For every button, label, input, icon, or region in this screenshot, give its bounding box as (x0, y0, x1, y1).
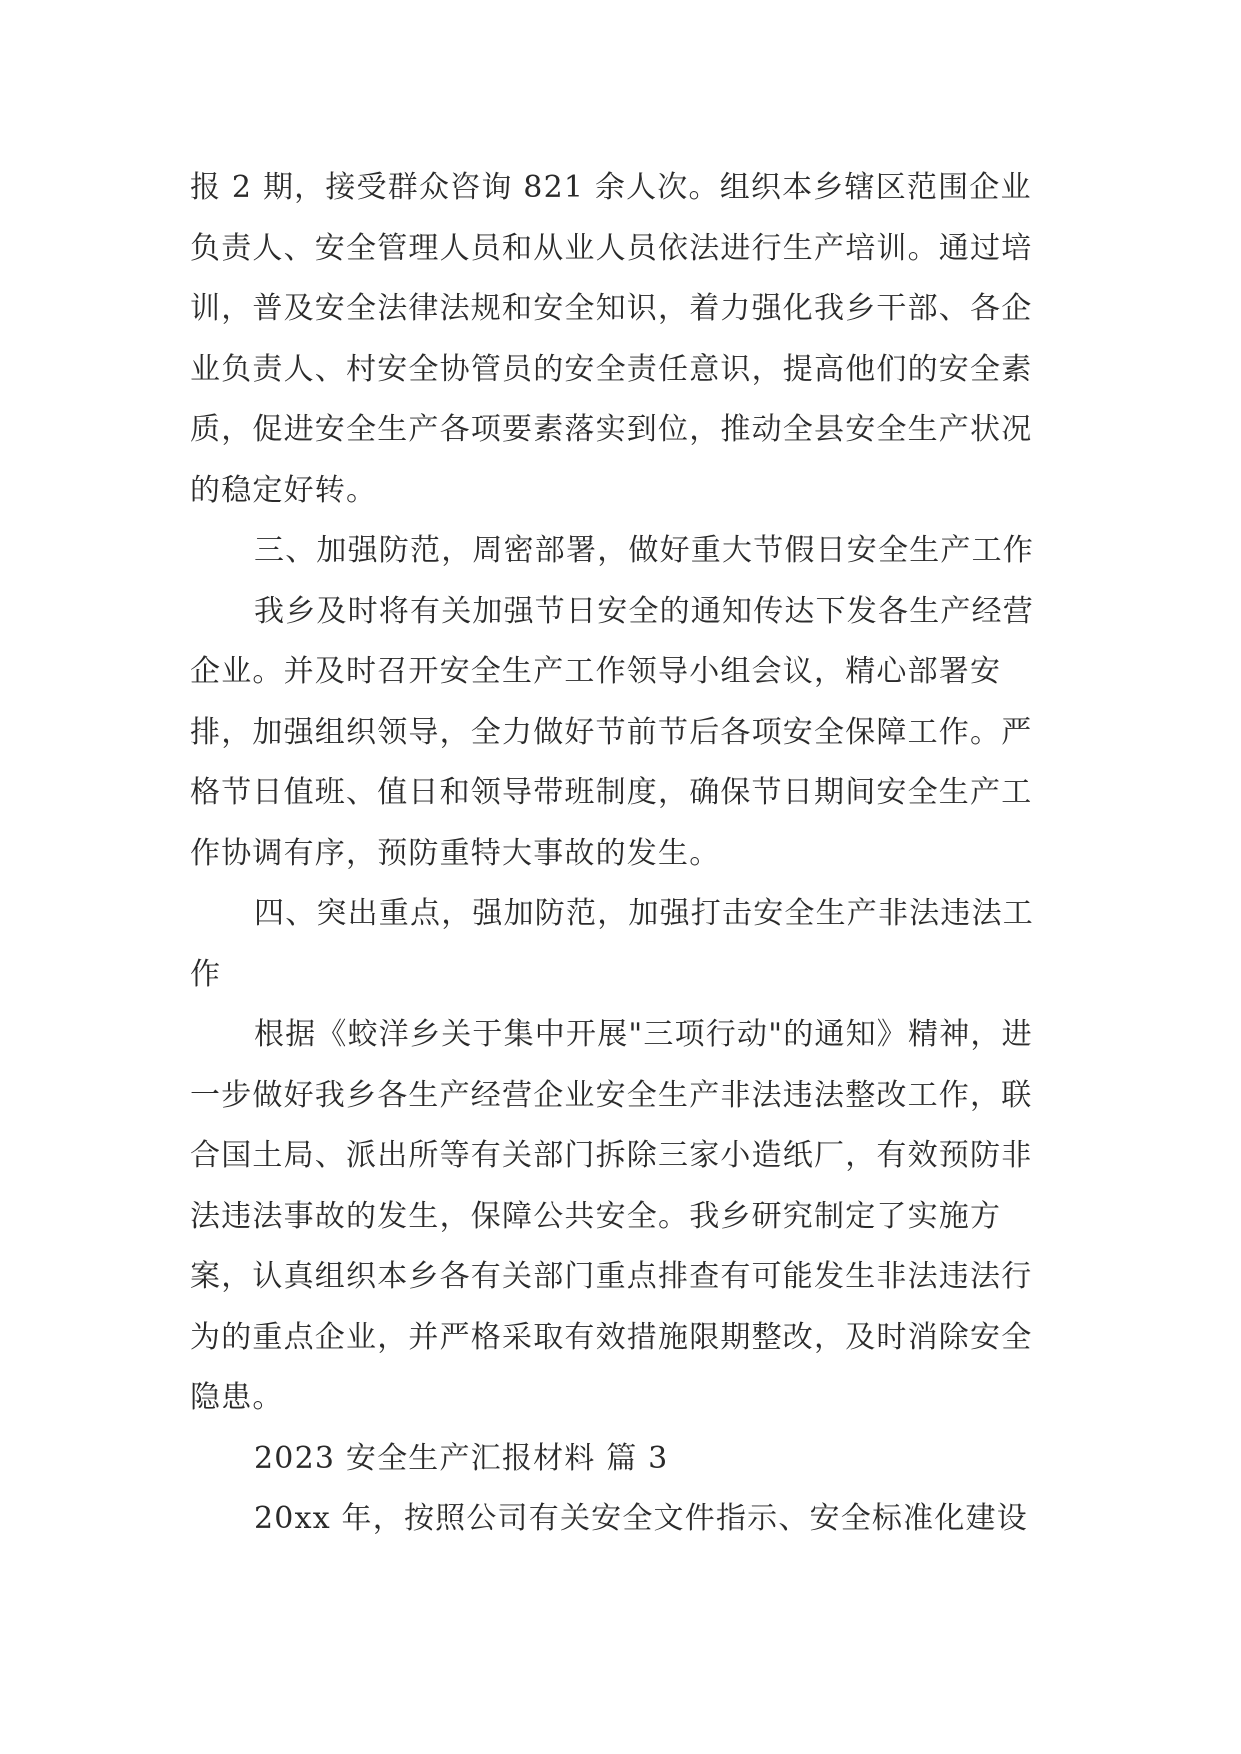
paragraph-holiday-safety: 我乡及时将有关加强节日安全的通知传达下发各生产经营企业。并及时召开安全生产工作领导小组会议，精心部署安排，加强组织领导，全力做好节前节后各项安全保障工作。严格节日值班、值日和领导带班制度，确保节日期间安全生产工作协调有序，预防重特大事故的发生。 (190, 593, 1034, 871)
heading-report-part-three: 2023 安全生产汇报材料 篇 3 (254, 1440, 669, 1476)
heading-section-four: 四、突出重点，强加防范，加强打击安全生产非法违法工作 (190, 896, 1034, 992)
paragraph-illegal-crackdown: 根据《蛟洋乡关于集中开展"三项行动"的通知》精神，进一步做好我乡各生产经营企业安全生产非法违法整改工作，联合国土局、派出所等有关部门拆除三家小造纸厂，有效预防非法违法事故的发生，保障公共安全。我乡研究制定了实施方案，认真组织本乡各有关部门重点排查有可能发生非法违法行为的重点企业，并严格采取有效措施限期整改，及时消除安全隐患。 (190, 1017, 1033, 1415)
heading-section-three: 三、加强防范，周密部署，做好重大节假日安全生产工作 (254, 533, 1034, 568)
paragraph-training: 报 2 期，接受群众咨询 821 余人次。组织本乡辖区范围企业负责人、安全管理人员和从业人员依法进行生产培训。通过培训，普及安全法律法规和安全知识，着力强化我乡干部、各企业负责人、村安全协管员的安全责任意识，提高他们的安全素质，促进安全生产各项要素落实到位，推动全县安全生产状况的稳定好转。 (190, 170, 1033, 508)
paragraph-report-intro: 20xx 年，按照公司有关安全文件指示、安全标准化建设 (254, 1501, 1028, 1536)
document-body (190, 158, 1060, 1550)
